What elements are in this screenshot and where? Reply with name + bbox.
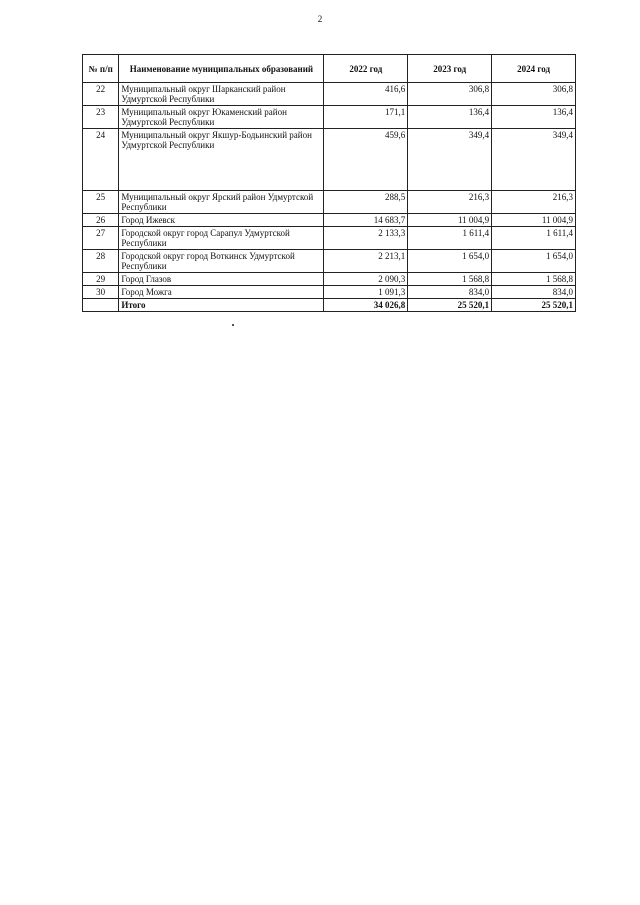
scan-speck (232, 324, 234, 326)
table-row (83, 286, 576, 299)
total-num-cell (83, 299, 119, 312)
total-value-2022: 34 026,8 (324, 299, 408, 312)
row-name: Город Глазов (119, 273, 324, 286)
row-num: 27 (83, 227, 119, 250)
total-label: Итого (119, 299, 324, 312)
row-value-2023: 11 004,9 (408, 214, 492, 227)
table-row (83, 250, 576, 273)
row-value-2024: 1 611,4 (492, 227, 576, 250)
row-value-2023: 306,8 (408, 83, 492, 106)
row-num: 24 (83, 129, 119, 191)
total-value-2024: 25 520,1 (492, 299, 576, 312)
row-name: Городской округ город Воткинск Удмуртской Республики (119, 250, 324, 273)
row-num: 23 (83, 106, 119, 129)
row-value-2024: 216,3 (492, 191, 576, 214)
row-value-2022: 416,6 (324, 83, 408, 106)
row-value-2023: 1 568,8 (408, 273, 492, 286)
table-row (83, 191, 576, 214)
table-row (83, 273, 576, 286)
row-value-2023: 136,4 (408, 106, 492, 129)
header-2022: 2022 год (324, 55, 408, 83)
row-value-2024: 1 654,0 (492, 250, 576, 273)
row-name: Муниципальный округ Юкаменский район Удмуртской Республики (119, 106, 324, 129)
row-value-2023: 216,3 (408, 191, 492, 214)
row-num: 30 (83, 286, 119, 299)
row-value-2022: 459,6 (324, 129, 408, 191)
total-value-2023: 25 520,1 (408, 299, 492, 312)
row-value-2024: 1 568,8 (492, 273, 576, 286)
header-num: № п/п (83, 55, 119, 83)
row-name: Муниципальный округ Ярский район Удмуртской Республики (119, 191, 324, 214)
row-value-2022: 171,1 (324, 106, 408, 129)
row-name: Муниципальный округ Якшур-Бодьинский район Удмуртской Республики (119, 129, 324, 191)
row-num: 29 (83, 273, 119, 286)
row-name: Город Ижевск (119, 214, 324, 227)
table-row (83, 129, 576, 191)
row-name: Городской округ город Сарапул Удмуртской Республики (119, 227, 324, 250)
row-value-2024: 834,0 (492, 286, 576, 299)
header-name: Наименование муниципальных образований (119, 55, 324, 83)
row-num: 25 (83, 191, 119, 214)
row-value-2024: 349,4 (492, 129, 576, 191)
row-value-2022: 1 091,3 (324, 286, 408, 299)
row-value-2023: 834,0 (408, 286, 492, 299)
row-value-2023: 1 654,0 (408, 250, 492, 273)
row-value-2024: 306,8 (492, 83, 576, 106)
row-value-2024: 11 004,9 (492, 214, 576, 227)
total-row (83, 299, 576, 312)
row-value-2022: 14 683,7 (324, 214, 408, 227)
row-num: 28 (83, 250, 119, 273)
table-row (83, 83, 576, 106)
row-value-2022: 2 213,1 (324, 250, 408, 273)
table-header-row (83, 55, 576, 83)
row-name: Город Можга (119, 286, 324, 299)
row-num: 26 (83, 214, 119, 227)
table-row (83, 214, 576, 227)
page-number: 2 (317, 14, 323, 24)
row-value-2023: 349,4 (408, 129, 492, 191)
row-name: Муниципальный округ Шарканский район Удмуртской Республики (119, 83, 324, 106)
header-2024: 2024 год (492, 55, 576, 83)
row-value-2023: 1 611,4 (408, 227, 492, 250)
table-row (83, 106, 576, 129)
row-value-2022: 288,5 (324, 191, 408, 214)
row-value-2022: 2 133,3 (324, 227, 408, 250)
row-value-2022: 2 090,3 (324, 273, 408, 286)
row-num: 22 (83, 83, 119, 106)
header-2023: 2023 год (408, 55, 492, 83)
table-row (83, 227, 576, 250)
budget-table (82, 54, 576, 312)
row-value-2024: 136,4 (492, 106, 576, 129)
